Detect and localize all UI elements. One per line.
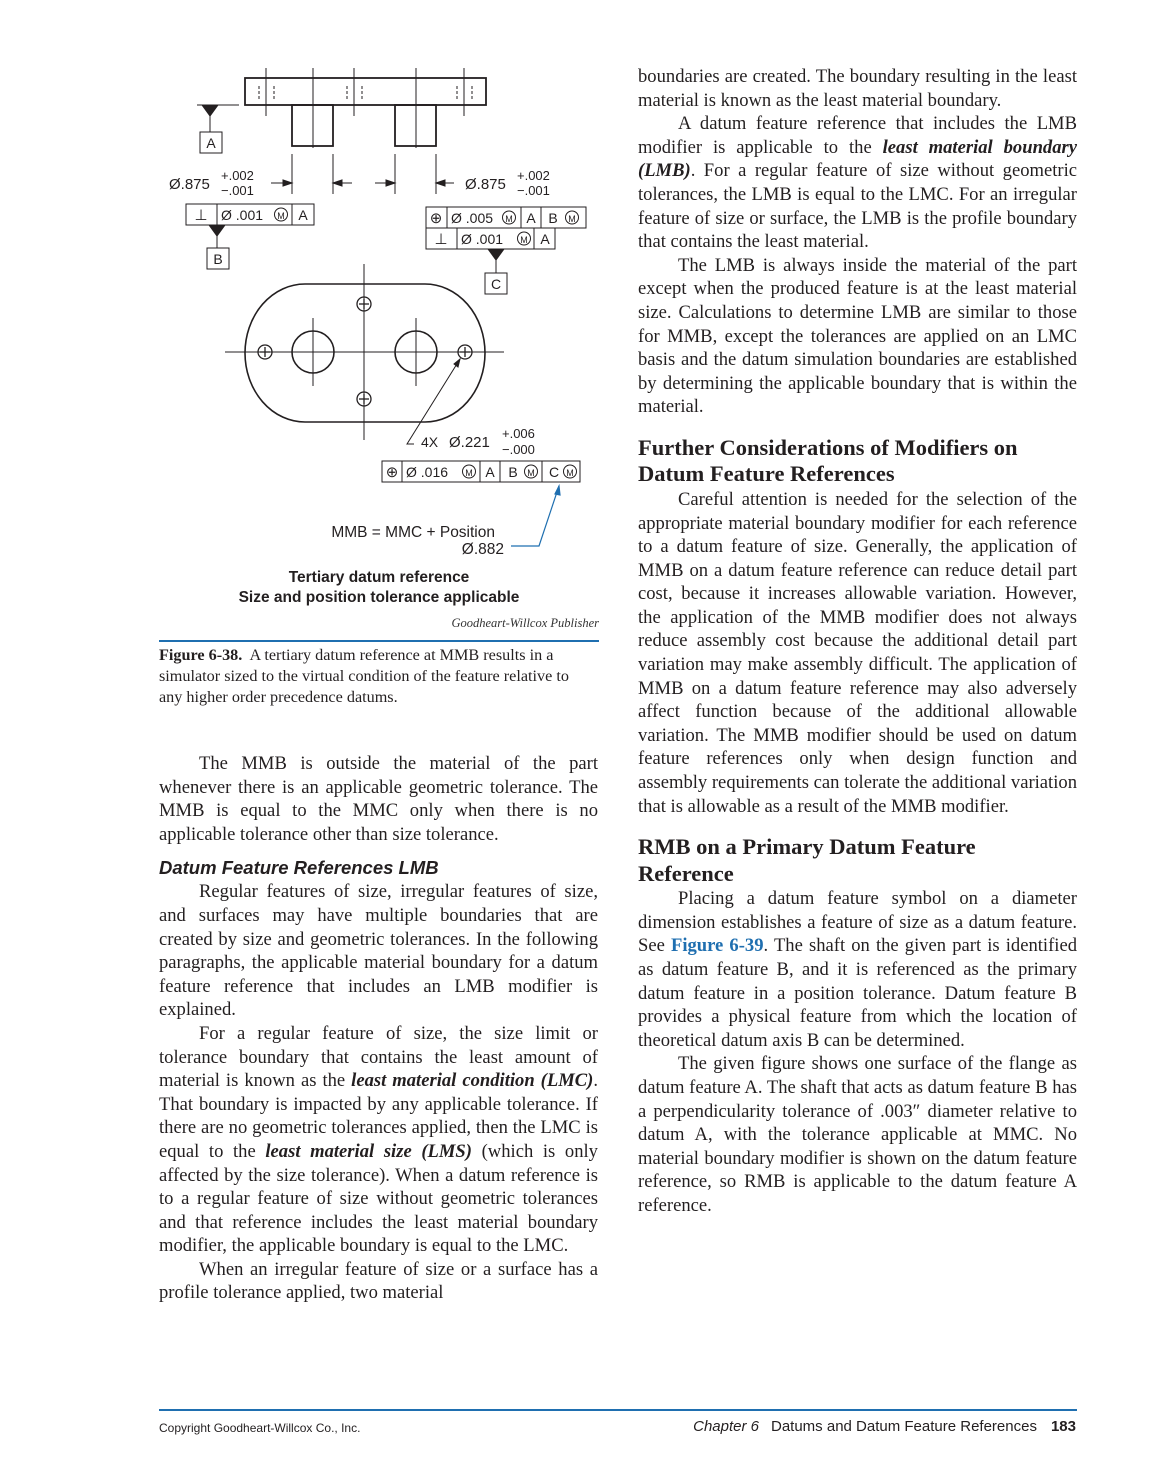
svg-text:Ø .016: Ø .016 [406, 464, 449, 480]
svg-text:+.002: +.002 [221, 168, 254, 183]
figure-divider [159, 640, 599, 642]
svg-text:Ø .005: Ø .005 [451, 210, 494, 226]
svg-text:A: A [485, 464, 495, 480]
svg-text:A: A [526, 210, 536, 226]
datum-a-label: A [206, 135, 216, 151]
hole-callout [421, 426, 535, 457]
svg-text:⊕: ⊕ [429, 210, 443, 227]
datum-c-label: C [490, 276, 502, 292]
flange-centerlines [259, 68, 472, 148]
datum-b-label: B [213, 251, 223, 267]
svg-text:M: M [527, 468, 535, 478]
paragraph-lmc: For a regular feature of size, the size limit or tolerance boundary that contains the least amount of material is known as the least material condition (LMC). That boundary is impacted by any applicable tolerance. If there are no geometric tolerances applied, then the LMC is equal to the least material size (LMS) (which is only affected by the size tolerance). When a datum reference is to a regular feature of size without geometric tolerances and that reference includes the least material boundary modifier, the applicable boundary is equal to the LMC. [159, 1022, 599, 1257]
figure-title-line-2: Size and position tolerance applicable [238, 589, 520, 606]
svg-text:M: M [277, 211, 285, 221]
svg-text:M: M [520, 235, 528, 245]
page-number: 183 [1050, 1418, 1076, 1435]
paragraph-boundaries-created: boundaries are created. The boundary resulting in the least material is known as the least material boundary. [638, 66, 1077, 111]
footer-chapter-title: Datums and Datum Feature References [771, 1418, 1037, 1435]
footer-chapter: Chapter 6 [693, 1418, 759, 1435]
paragraph-irregular-feature: When an irregular feature of size or a surface has a profile tolerance applied, two material [159, 1258, 598, 1304]
svg-text:C: C [548, 464, 560, 480]
term-lms: least material size (LMS) [265, 1140, 472, 1162]
paragraph-regular-features: Regular features of size, irregular features of size, and surfaces may have multiple boundaries that are created by size and geometric tolerances. In the following paragraphs, the applicable material boundary for a datum feature reference that includes an LMB modifier is explained. [159, 881, 598, 1021]
paragraph-flange-datum-a: The given figure shows one surface of the flange as datum feature A. The shaft that acts as datum feature B has a perpendicularity tolerance of .003″ diameter relative to datum A, with the tolerance applicable at MMC. No material boundary modifier is shown on the datum feature reference, so RMB is applicable to the datum feature A reference. [638, 1053, 1077, 1216]
figure-caption [159, 645, 589, 708]
svg-text:Ø.221: Ø.221 [449, 434, 490, 451]
left-column [159, 752, 598, 1305]
fcf-datum-c [426, 207, 586, 294]
figure-title-line-1: Tertiary datum reference [288, 569, 470, 586]
dimension-right [465, 168, 550, 198]
right-column [638, 65, 1077, 1218]
svg-text:Ø .001: Ø .001 [221, 207, 264, 223]
svg-text:4X: 4X [421, 434, 439, 450]
mmb-note [331, 524, 504, 558]
heading-rmb-primary-datum: RMB on a Primary Datum Feature Reference [638, 834, 976, 886]
paragraph-lmb-inside: The LMB is always inside the material of the part except when the produced feature is at the least material size. Calculations to determine LMB are similar to those for MMB, except the tolerances are applied on an LMC basis and the datum simulation boundaries are established by determining the applicable boundary that is within the material. [638, 254, 1077, 418]
svg-text:B: B [508, 464, 518, 480]
paragraph-mmb-outside: The MMB is outside the material of the part whenever there is an applicable geometric tolerance. The MMB is equal to the MMC only when there is no applicable tolerance other than size tolerance. [159, 753, 598, 845]
figure-caption-text: A tertiary datum reference at MMB results in a simulator sized to the virtual condition of the feature relative to any higher order precedence datums. [159, 646, 569, 706]
term-lmc: least material condition (LMC) [351, 1070, 594, 1092]
svg-text:Ø.875: Ø.875 [169, 176, 210, 193]
technical-drawing [159, 62, 599, 562]
svg-text:MMB = MMC + Position: MMB = MMC + Position [331, 524, 495, 541]
svg-text:⊥: ⊥ [194, 207, 208, 224]
svg-text:−.001: −.001 [221, 183, 254, 198]
footer-divider [159, 1409, 1077, 1411]
heading-further-considerations: Further Considerations of Modifiers on Datum Feature References [638, 434, 1018, 487]
svg-text:A: A [298, 207, 308, 223]
dimension-lines [271, 154, 454, 194]
fcf-perpendicularity-b [186, 204, 314, 269]
svg-text:−.000: −.000 [502, 442, 535, 457]
datum-a-symbol [197, 105, 239, 153]
subhead-datum-feature-references-lmb: Datum Feature References LMB [159, 857, 439, 879]
dimension-left [169, 168, 254, 198]
svg-text:M: M [465, 468, 473, 478]
figure-caption-label: Figure 6-38. [159, 646, 243, 664]
plate-top-view [245, 284, 485, 422]
paragraph-careful-attention: Careful attention is needed for the selection of the appropriate material boundary modifier for each reference to a datum feature of size. Generally, the application of MMB on a datum feature reference can reduce detail part cost, because it increases allowable variation. However, the application of the MMB modifier does not always reduce assembly cost because the additional detail part variation may make assembly difficult. The application of MMB on a datum feature reference may also adversely affect function because of the additional allowable variation. The MMB modifier should be used on datum feature references only when design function and assembly requirements can tolerate the additional variation that is allowable as a result of the MMB modifier. [638, 488, 1077, 817]
fcf-position-holes [382, 461, 580, 482]
figure-6-39-link[interactable]: Figure 6-39 [670, 935, 764, 957]
svg-text:Ø.875: Ø.875 [465, 176, 506, 193]
svg-text:Ø .001: Ø .001 [461, 231, 504, 247]
footer-copyright: Copyright Goodheart-Willcox Co., Inc. [159, 1421, 361, 1435]
paragraph-placing-datum-symbol: Placing a datum feature symbol on a diameter dimension establishes a feature of size as a datum feature. See Figure 6-39. The shaft on the given part is identified as datum feature B, and it is referenced as the primary datum feature in a position tolerance. Datum feature B provides a physical feature from which the location of theoretical datum axis B can be determined. [638, 888, 1078, 1051]
term-lmb: least material boundary (LMB) [638, 136, 1077, 182]
svg-text:⊥: ⊥ [434, 231, 448, 248]
svg-text:+.002: +.002 [517, 168, 550, 183]
svg-text:B: B [548, 210, 558, 226]
paragraph-lmb-modifier: A datum feature reference that includes the LMB modifier is applicable to the least material boundary (LMB). For a regular feature of size without geometric tolerances, the LMB is equal to the LMC. For an irregular feature of size or surface, the LMB is the profile boundary that contains the least material. [638, 113, 1077, 253]
svg-text:M: M [566, 468, 574, 478]
hole-leader [407, 359, 460, 444]
svg-text:+.006: +.006 [502, 426, 535, 441]
footer-running-head [693, 1418, 1076, 1435]
flange-side-view [245, 78, 486, 146]
svg-text:A: A [540, 231, 550, 247]
svg-text:Ø.882: Ø.882 [461, 541, 504, 558]
svg-text:−.001: −.001 [517, 183, 550, 198]
svg-text:⊕: ⊕ [385, 464, 399, 481]
svg-text:M: M [505, 214, 513, 224]
figure-6-38 [159, 62, 599, 642]
figure-credit: Goodheart-Willcox Publisher [451, 616, 599, 630]
mmb-leader [511, 486, 560, 546]
svg-text:M: M [568, 214, 576, 224]
